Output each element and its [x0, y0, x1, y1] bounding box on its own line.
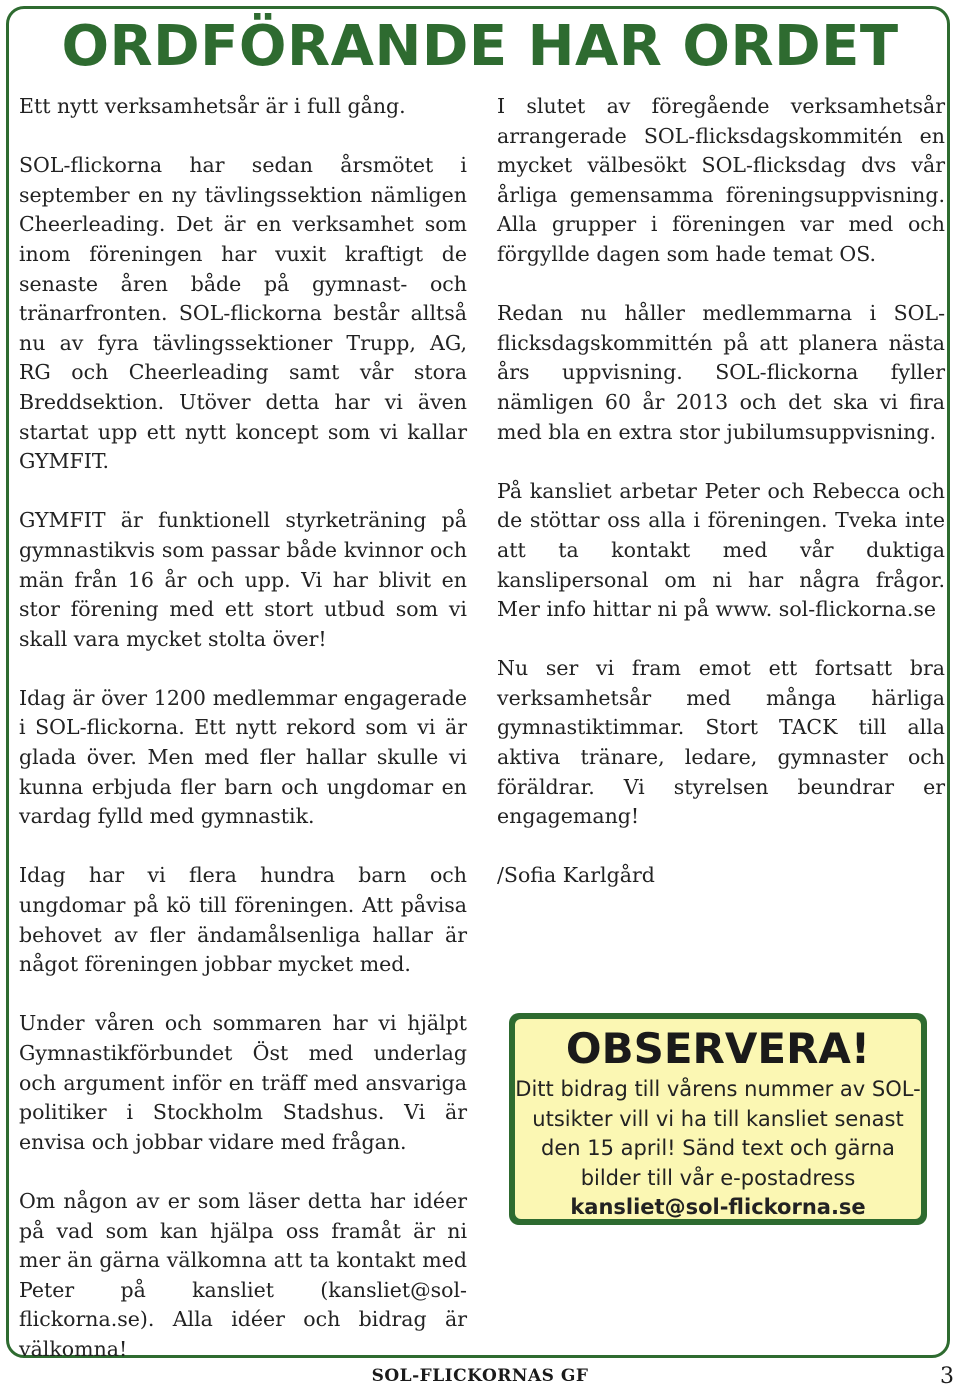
left-column	[19, 92, 467, 1394]
footer-publisher: SOL-FLICKORNAS GF	[371, 1366, 589, 1386]
page-title: ORDFÖRANDE HAR ORDET	[61, 14, 899, 79]
signature: /Sofia Karlgård	[497, 863, 655, 888]
notice-content	[515, 1019, 921, 1219]
paragraph: Idag är över 1200 medlemmar engagerade i SOL-flickorna. Ett nytt rekord som vi är glada över. Men med fler hallar skulle vi kunna erbjuda fler barn och ungdomar en vardag fylld med gymnastik.	[19, 685, 467, 829]
paragraph: Om någon av er som läser detta har idéer på vad som kan hjälpa oss framåt är ni mer än gärna välkomna att ta kontakt med Peter på kansliet (kansliet@sol-flickorna.se). Alla idéer och bidrag är välkomna!	[19, 1188, 467, 1361]
paragraph: Idag har vi flera hundra barn och ungdomar på kö till föreningen. Att påvisa behovet av fler ändamålsenliga hallar är något föreningen jobbar mycket med.	[19, 863, 467, 977]
right-column	[497, 92, 945, 921]
notice-body: Ditt bidrag till vårens nummer av SOL-utsikter vill vi ha till kansliet senast den 15 april! Sänd text och gärna bilder till vår e-postadress	[515, 1077, 921, 1190]
paragraph: Under våren och sommaren har vi hjälpt Gymnastikförbundet Öst med underlag och argument inför en träff med ansvariga politiker i Stockholm Stadshus. Vi är envisa och jobbar vidare med frågan.	[19, 1011, 467, 1154]
paragraph: GYMFIT är funktionell styrketräning på gymnastikvis som passar både kvinnor och män från 16 år och upp. Vi har blivit en stor förening med ett stort utbud som vi skall vara mycket stolta över!	[19, 508, 467, 651]
notice-heading: OBSERVERA!	[565, 1024, 871, 1073]
notice-email: kansliet@sol-flickorna.se	[570, 1195, 866, 1219]
page-number: 3	[940, 1364, 954, 1389]
paragraph: I slutet av föregående verksamhetsår arrangerade SOL-flicksdagskommitén en mycket välbesökt SOL-flicksdag dvs vår årliga gemensamma föreningsuppvisning. Alla grupper i föreningen var med och förgyllde dagen som hade temat OS.	[497, 94, 945, 266]
paragraph: SOL-flickorna har sedan årsmötet i september en ny tävlingssektion nämligen Cheerleading. Det är en verksamhet som inom föreningen har vuxit kraftigt de senaste åren både på gymnast- och tränarfronten. SOL-flickorna består alltså nu av fyra tävlingssektioner Trupp, AG, RG och Cheerleading samt vår stora Breddsektion. Utöver detta har vi även startat upp ett nytt koncept som vi kallar GYMFIT.	[19, 153, 467, 474]
notice-box	[509, 1013, 927, 1225]
paragraph: Nu ser vi fram emot ett fortsatt bra verksamhetsår med många härliga gymnastiktimmar. Stort TACK till alla aktiva tränare, ledare, gymnaster och föräldrar. Vi styrelsen beundrar er engagemang!	[497, 656, 945, 829]
paragraph: Redan nu håller medlemmarna i SOL-flicksdagskommittén på att planera nästa års uppvisning. SOL-flickorna fyller nämligen 60 år 2013 och det ska vi fira med bla en extra stor jubilumsuppvisning.	[497, 301, 945, 444]
paragraph: På kansliet arbetar Peter och Rebecca och de stöttar oss alla i föreningen. Tveka inte att ta kontakt med vår duktiga kanslipersonal om ni har några frågor. Mer info hittar ni på www. sol-flickorna.se	[497, 478, 945, 622]
paragraph: Ett nytt verksamhetsår är i full gång.	[19, 94, 406, 118]
